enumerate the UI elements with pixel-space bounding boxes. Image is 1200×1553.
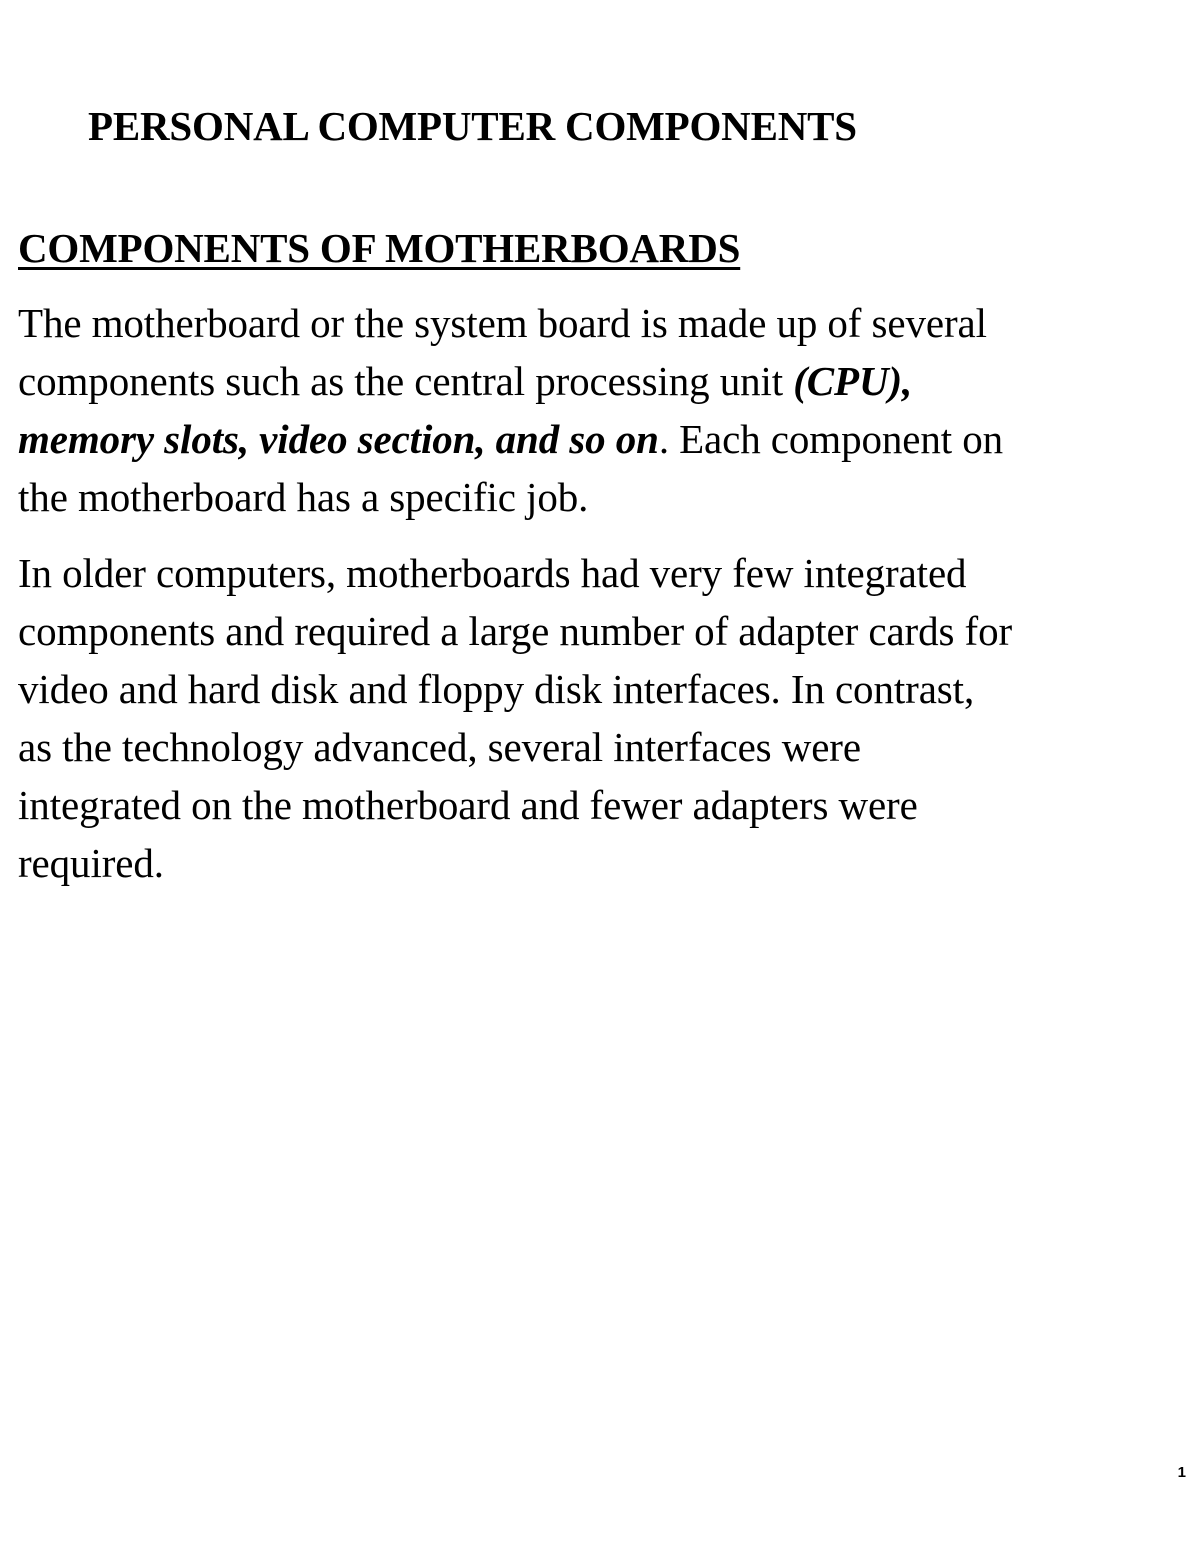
paragraph-2-line-3: video and hard disk and floppy disk interfaces. In contrast, (18, 666, 975, 712)
paragraph-1-line-3: . Each component on (658, 416, 1004, 462)
paragraph-1-cpu-emphasis: (CPU), (793, 358, 913, 404)
paragraph-motherboard-definition (18, 294, 1003, 526)
paragraph-2-line-6: required. (18, 840, 164, 886)
paragraph-2-line-5: integrated on the motherboard and fewer adapters were (18, 782, 918, 828)
page-number: 1 (1177, 1464, 1186, 1481)
paragraph-2-line-4: as the technology advanced, several interfaces were (18, 724, 861, 770)
paragraph-1-line-2: components such as the central processing unit (18, 358, 794, 404)
paragraph-1-line-1: The motherboard or the system board is made up of several (18, 300, 987, 346)
paragraph-1-line-4: the motherboard has a specific job. (18, 474, 589, 520)
paragraph-1-components-emphasis: memory slots, video section, and so on (18, 416, 659, 462)
document-title: PERSONAL COMPUTER COMPONENTS (88, 103, 857, 149)
section-heading: COMPONENTS OF MOTHERBOARDS (18, 225, 741, 271)
paragraph-2-line-2: components and required a large number of adapter cards for (18, 608, 1013, 654)
paragraph-2-line-1: In older computers, motherboards had very few integrated (18, 550, 967, 596)
paragraph-older-computers (18, 544, 1012, 892)
